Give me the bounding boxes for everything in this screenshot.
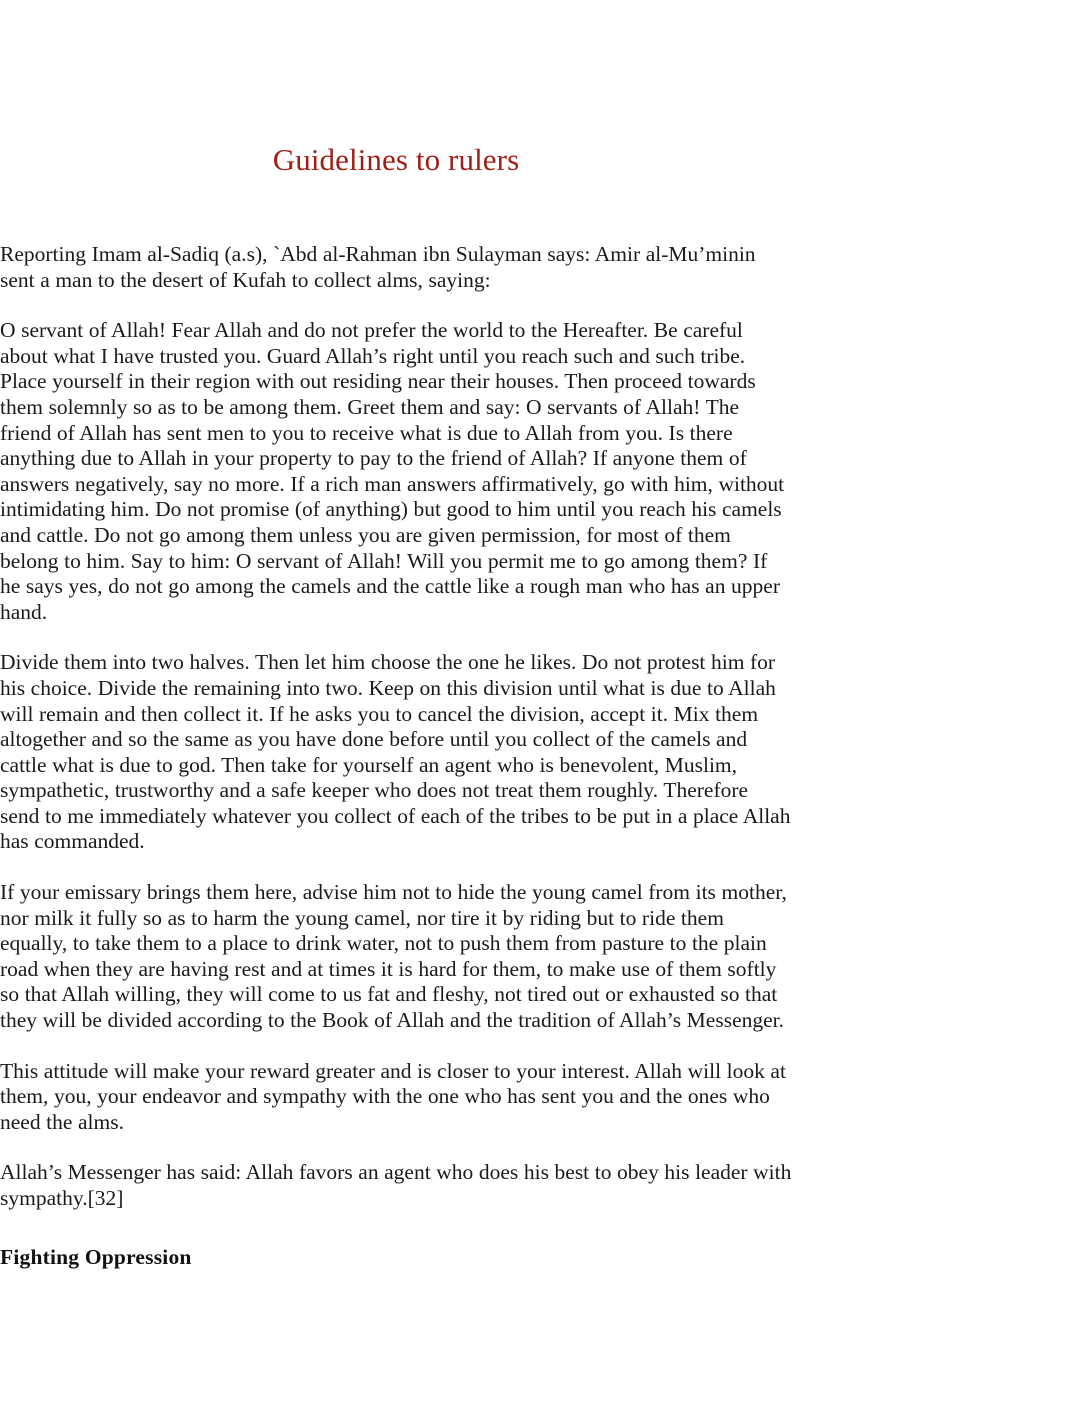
paragraph-reward: This attitude will make your reward greater and is closer to your interest. Allah will look at them, you, your endeavor and sympathy with the one who has sent you and the ones who need the alms. — [0, 1058, 786, 1134]
section-heading-fighting-oppression: Fighting Oppression — [0, 1244, 192, 1269]
paragraph-hadith-citation: Allah’s Messenger has said: Allah favors an agent who does his best to obey his leader with sympathy.[32] — [0, 1160, 792, 1210]
page-title: Guidelines to rulers — [272, 142, 520, 177]
document-body — [0, 242, 792, 1270]
paragraph-division-of-herd: Divide them into two halves. Then let him choose the one he likes. Do not protest him for his choice. Divide the remaining into two. Keep on this division until what is due to Allah will remain and then collect it. If he asks you to cancel the division, accept it. Mix them altogether and so the same as you have done before until you collect of the camels and cattle what is due to god. Then take for yourself an agent who is benevolent, Muslim, sympathetic, trustworthy and a safe keeper who does not treat them roughly. Therefore send to me immediately whatever you collect of each of the tribes to be put in a place Allah has commanded. — [0, 650, 791, 854]
paragraph-intro: Reporting Imam al-Sadiq (a.s), `Abd al-Rahman ibn Sulayman says: Amir al-Mu’minin sent a man to the desert of Kufah to collect alms, saying: — [0, 242, 756, 292]
paragraph-treatment-of-animals: If your emissary brings them here, advise him not to hide the young camel from its mother, nor milk it fully so as to harm the young camel, nor tire it by riding but to ride them equally, to take them to a place to drink water, not to push them from pasture to the plain road when they are having rest and at times it is hard for them, to make use of them softly so that Allah willing, they will come to us fat and fleshy, not tired out or exhausted so that they will be divided according to the Book of Allah and the tradition of Allah’s Messenger. — [0, 880, 787, 1033]
paragraph-instructions-to-collector: O servant of Allah! Fear Allah and do not prefer the world to the Hereafter. Be careful about what I have trusted you. Guard Allah’s right until you reach such and such tribe. Place yourself in their region with out residing near their houses. Then proceed towards them solemnly so as to be among them. Greet them and say: O servants of Allah! The friend of Allah has sent men to you to receive what is due to Allah from you. Is there anything due to Allah in your property to pay to the friend of Allah? If anyone them of answers negatively, say no more. If a rich man answers affirmatively, go with him, without intimidating him. Do not promise (of anything) but good to him until you reach his camels and cattle. Do not go among them unless you are given permission, for most of them belong to him. Say to him: O servant of Allah! Will you permit me to go among them? If he says yes, do not go among the camels and the cattle like a rough man who has an upper hand. — [0, 318, 785, 624]
